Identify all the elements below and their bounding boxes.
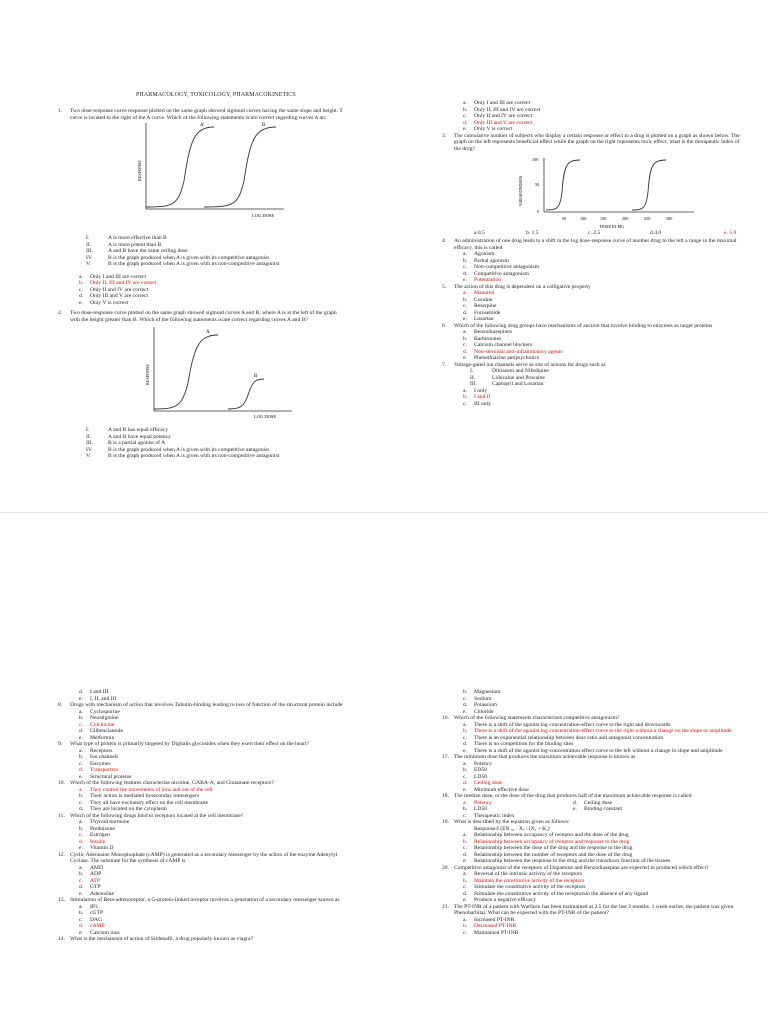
answer-option: a. Only I and III are correct bbox=[463, 100, 531, 106]
answer-option: c. Calcium channel blockers bbox=[463, 342, 533, 348]
question-21: 21. The PT-INR of a patient with Warfarin has been maintained at 2.5 for the last 3 months. 1 week earlier, the patient was given Phenobarbital. What can be expected with the PT-INR of the patient? bbox=[442, 903, 734, 916]
answer-option: d. Non-steroidal anti-inflammatory agents bbox=[463, 348, 563, 355]
y-tick: 100 bbox=[532, 157, 539, 162]
question-text: Voltage-gated ion channels serve as site of actions for drugs such as bbox=[454, 361, 606, 368]
dose-response-graph-2 bbox=[142, 323, 302, 423]
x-tick: 50 bbox=[562, 216, 567, 221]
curve-a-label: A bbox=[200, 123, 204, 128]
responders-graph bbox=[504, 152, 704, 230]
answer-option: e. Potentiation bbox=[463, 277, 502, 283]
q2-options bbox=[440, 100, 740, 133]
answer-option: b. Prednisone bbox=[79, 825, 115, 832]
statement: I. Diltiazem and Nifedipine bbox=[470, 368, 549, 374]
answer-option: d. There is no competition for the binding sites bbox=[463, 741, 574, 747]
answer-option: b. I and II bbox=[463, 394, 491, 400]
question-10: 10. Which of the following features characterize nicotine, GABA-A, and Glutamate receptors? bbox=[58, 780, 274, 786]
curve-a-label: A bbox=[206, 330, 210, 335]
y-axis-label: %RESPONDERS bbox=[518, 175, 523, 206]
answer-option: b. Their action is mediated byseconday messengers bbox=[79, 793, 200, 799]
answer-option: a. AMD bbox=[79, 864, 104, 871]
answer-option: e. Only V is correct bbox=[79, 299, 129, 306]
question-7: 7. Voltage-gated ion channels serve as site of actions for drugs such as bbox=[442, 361, 606, 368]
question-text: An administration of one drug leads to a shift in the log dose-response curve of another drug to the left a range in the maximal efficacy, this is called bbox=[454, 238, 737, 251]
question-17: 17. The minimum dose that produces the maximum achievable response is known as bbox=[442, 754, 636, 760]
question-text: Drugs with mechanism of action that involves Tubulin-binding leading to loss of function of the structural protein include bbox=[70, 702, 343, 708]
x-axis-label: DOSE IN MG bbox=[600, 224, 625, 229]
statement: I. A is more effective than B bbox=[86, 235, 167, 241]
q3-options: a.0.5 b. 1.5 c. 2.5 d.4.0 e. 5.0 bbox=[474, 230, 737, 236]
answer-option: e. Binding constant bbox=[573, 806, 623, 812]
question-18: 18. The median dose, or the dose of the drug that produces half of the maximum achievable response is called bbox=[442, 793, 692, 799]
q2-statements bbox=[56, 427, 344, 460]
question-text: What is the mechanism of action of Sildenafil, a drug popularly known as viagra? bbox=[70, 936, 253, 942]
x-tick: 250 bbox=[644, 216, 651, 221]
answer-option: d. Ceiling dose bbox=[463, 780, 503, 786]
question-5: 5. The action of this drug is dependent on a colligative property bbox=[442, 283, 591, 290]
question-6: 6. Which of the following drug groups have mechanisms of auction that involve binding to enzymes as target proteins bbox=[442, 322, 713, 329]
answer-option: b. Maintain the constitutive activity of the receptors bbox=[463, 877, 585, 884]
question-1: 1. Two dose-response curve response plotted on the same graph showed sigmoid curves having the same slope and height. T curve is located to the right of the A curve. Which of the following statements is/are correct regarding curves A an: bbox=[58, 108, 343, 121]
answer-option: d. cAMP bbox=[79, 923, 105, 929]
answer-option: b. Cocaine bbox=[463, 296, 493, 303]
answer-option: d. Transporters bbox=[79, 767, 119, 773]
answer-option: c. Non-competitive antagonism bbox=[463, 264, 540, 270]
answer-option: b. Ion channels bbox=[79, 754, 119, 760]
answer-option: e. Metformin bbox=[79, 734, 115, 741]
answer-option: e. Relationship between the response to the drug and the transducer function of the tissues bbox=[463, 858, 671, 864]
answer-option: b. Magnesium bbox=[463, 689, 501, 695]
answer-option: a. Thyroid hormone bbox=[79, 819, 130, 825]
y-axis-label: RESPONSE bbox=[145, 364, 150, 385]
question-text: Stimulation of Beta-adrenoceptor, a G-protein-linked receptor involves a generation of a secondary messenger known as bbox=[70, 897, 340, 903]
answer-option: c. Only II and IV are correct bbox=[79, 286, 149, 293]
answer-option: d. Only III and V are correct bbox=[79, 293, 149, 299]
question-text: Two dose-response curve response plotted on the same graph showed sigmoid curves having the same slope and height. T curve is located to the right of the A curve. Which of the following statements is/are correct regarding curves A an: bbox=[70, 108, 343, 121]
answer-option: d. They are located on the cytoplasm bbox=[79, 806, 167, 812]
answer-option: b. LD50 bbox=[463, 806, 488, 812]
answer-option: a. Agonism bbox=[463, 251, 495, 257]
answer-option: d. Insulin bbox=[79, 838, 106, 845]
answer-option: b. Only II, III and IV are correct bbox=[463, 106, 541, 113]
answer-option: b. Relationship between occupancy of receptor and response to the drug bbox=[463, 838, 630, 845]
question-text: The PT-INR of a patient with Warfarin has been maintained at 2.5 for the last 3 months. 1 week earlier, the patient was given Phenobarbital. What can be expected with the PT-INR of the patient? bbox=[454, 903, 734, 916]
x-axis-label: LOG DOSE bbox=[254, 414, 277, 419]
question-text: The cumulative number of subjects who display a certain response or effect to a drug is plotted on a graph as shown below. The graph on the left represents beneficial effect while the graph on the right represents toxic effect, what is the therapeutic index of the drug? bbox=[454, 132, 740, 152]
statement: IV. B is the graph produced when A is given with its competitive antagonist bbox=[86, 446, 269, 453]
question-text: Which of the following drug groups have mechanisms of auction that involve binding to enzymes as target proteins bbox=[454, 322, 713, 329]
answer-option: e. Produce a negative efficacy bbox=[463, 897, 536, 903]
x-tick: 150 bbox=[600, 216, 607, 221]
question-text: What is described by the equation given as follows: bbox=[454, 819, 570, 825]
answer-option: a. Only I and III are correct bbox=[79, 273, 147, 280]
answer-option: e. Adenosine bbox=[79, 890, 114, 897]
answer-option: a. Potency bbox=[463, 760, 493, 767]
answer-option: c. Therapeutic index bbox=[463, 812, 515, 819]
answer-option: d. Ceiling dose bbox=[573, 799, 613, 806]
answer-option: a. There is a shift of the agonist log concentration-effect curve to the right and downwards bbox=[463, 721, 671, 728]
question-2: 2. Two dose-response curve plotted on the same graph showed sigmoid curves A and B, where A is at the left of the graph with the height greater than B. Which of the following statements is/are correct regarding curves A and B? bbox=[58, 310, 337, 323]
answer-option: c. Maintained PT-INR bbox=[463, 929, 519, 936]
statement: III. B is a partial agonist of A bbox=[86, 440, 166, 446]
statement: II. A is more potent than B bbox=[86, 241, 162, 248]
answer-option: a. Cyclosporine bbox=[79, 708, 120, 715]
answer-option: c. Colchicine bbox=[79, 721, 115, 728]
answer-option: d. GTP bbox=[79, 884, 101, 890]
question-11: 11. Which of the following drugs bind to receptors located at the cell membrane? bbox=[58, 812, 244, 819]
x-tick: 100 bbox=[580, 216, 587, 221]
answer-option: c. DAG bbox=[79, 916, 103, 923]
answer-option: c. Reserpine bbox=[463, 303, 497, 309]
answer-option: a. Benzodiazepines bbox=[463, 329, 512, 335]
answer-option: a. Mannitol bbox=[463, 290, 495, 296]
answer-option: b. Decreased PT-INR bbox=[463, 923, 517, 929]
x-tick: 300 bbox=[666, 216, 673, 221]
question-text: Which of the following drugs bind to receptors located at the cell membrane? bbox=[70, 812, 244, 819]
answer-option: e. Vitamin D bbox=[79, 845, 114, 851]
question-13: 13. Stimulation of Beta-adrenoceptor, a G-protein-linked receptor involves a generation of a secondary messenger known as bbox=[58, 897, 340, 903]
left-column bbox=[56, 108, 344, 460]
answer-option: b. Only II, III and IV are correct bbox=[79, 280, 157, 286]
right-column bbox=[440, 100, 740, 407]
y-tick: 0 bbox=[537, 209, 540, 214]
question-text: The action of this drug is dependent on a colligative property bbox=[454, 283, 591, 290]
question-20: 20. Competitive antagonist of the receptors of Dopamine and Benzodiazepine are expected to produced which effect? bbox=[442, 864, 709, 871]
answer-option: c. Stimulate the constitutive activity of the receptors bbox=[463, 884, 586, 890]
right-column bbox=[440, 689, 740, 936]
x-tick: 200 bbox=[622, 216, 629, 221]
answer-option: c. There is an exponential relationship between dose ratio and antagonist concentration bbox=[463, 734, 664, 741]
answer-option: e. Phenothiazine antipsychotics bbox=[463, 355, 540, 361]
answer-option: b. cGTP bbox=[79, 910, 104, 916]
question-3: 3. The cumulative number of subjects who display a certain response or effect to a drug is plotted on a graph as shown below. The graph on the left represents beneficial effect while the graph on the right represents toxic effect, what is the therapeutic index of the drug? bbox=[442, 132, 740, 152]
q1-options bbox=[56, 274, 344, 307]
x-axis-label: LOG DOSE bbox=[252, 213, 275, 218]
answer-option: a. IP3 bbox=[79, 903, 98, 910]
question-9: 9. What type of protein is primarily targeted by Digitalis glycosides when they exert their effect on the heart? bbox=[58, 741, 309, 747]
answer-option: b. ADP bbox=[79, 871, 102, 877]
question-14: 14. What is the mechanism of action of Sildenafil, a drug popularly known as viagra? bbox=[58, 936, 253, 942]
answer-option: d. Furosemide bbox=[463, 309, 501, 316]
answer-option: c. They all have excitatory effect on the cell membrane bbox=[79, 799, 208, 806]
answer-option: c. Only II and IV are correct bbox=[463, 113, 533, 119]
question-8: 8. Drugs with mechanism of action that involves Tubulin-binding leading to loss of function of the structural protein include bbox=[58, 702, 343, 708]
question-text: Competitive antagonist of the receptors of Dopamine and Benzodiazepine are expected to produced which effect? bbox=[454, 864, 709, 871]
curve-b-label: B bbox=[254, 374, 258, 379]
answer-option: b. Barbiturates bbox=[463, 335, 502, 342]
answer-option: c. Relationship between the dose of the drug and the response to the drug bbox=[463, 845, 633, 851]
answer-option: d. I and III bbox=[79, 689, 109, 695]
question-text: Which of the following features characterize nicotine, GABA-A, and Glutamate receptors? bbox=[70, 780, 274, 786]
statement: III. A and B have the same ceiling dose bbox=[86, 248, 188, 254]
answer-option: d. Stimulate the constitutive activity of the receptorsin the absence of any ligand bbox=[463, 890, 649, 897]
answer-option: c. LD50 bbox=[463, 773, 488, 780]
statement: II. Lidocaine and Procaine bbox=[470, 374, 545, 381]
y-axis-label: RESPONSE bbox=[137, 160, 142, 181]
answer-option: d. Only III and V are correct bbox=[463, 119, 533, 126]
question-4: 4. An administration of one drug leads to a shift in the log dose-response curve of another drug to the left a range in the maximal efficacy, this is called bbox=[442, 238, 737, 251]
correct-answer: e. 5.0 bbox=[724, 230, 737, 236]
answer-option: c. ATP bbox=[79, 877, 100, 884]
page-2 bbox=[0, 512, 768, 1024]
answer-option: b. Neostigmine bbox=[79, 715, 119, 721]
answer-option: d. Glibenclamide bbox=[79, 728, 123, 734]
answer-option: b. ED50 bbox=[463, 767, 488, 773]
statement: IV. B is the graph produced when A is given with its competitive antagonist bbox=[86, 254, 269, 261]
answer-option: e. There is a shift of the agonist log-concentration effect curve to the left without a change in slope and amplitude bbox=[463, 747, 723, 754]
answer-option: e. Structural proteins bbox=[79, 773, 132, 780]
answer-option: a. Potency bbox=[463, 799, 493, 806]
answer-option: b. There is a shift of the agonist log concentration-effect curve to the right without a change on the slope or amplitude bbox=[463, 728, 732, 734]
left-column bbox=[56, 689, 356, 943]
statement: III. Captopril and Losartan bbox=[470, 381, 544, 387]
answer-option: c. III only bbox=[463, 400, 491, 407]
answer-option: e. Minimum effective dose bbox=[463, 786, 529, 793]
statement: V. B is the graph produced when A is given with its non-competitive antagonist bbox=[86, 453, 280, 459]
answer-option: b. Partial agonism bbox=[463, 257, 509, 264]
answer-option: a. They control the movements of ions and out of the cell bbox=[79, 786, 213, 793]
question-text: Two dose-response curve plotted on the same graph showed sigmoid curves A and B, where A is at the left of the graph with the height greater than B. Which of the following statements is/are correct regarding curves A and B? bbox=[70, 310, 337, 323]
answer-option: a. Relationship between occupancy of receptor and the dose of the drug bbox=[463, 832, 629, 838]
answer-option: d. Competitive antagonism bbox=[463, 270, 529, 277]
answer-option: a. Increased PT-INR bbox=[463, 916, 515, 923]
answer-option: e. Calcium ions bbox=[79, 929, 120, 936]
question-text: The median dose, or the dose of the drug that produces half of the maximum achievable response is called bbox=[454, 793, 692, 799]
answer-option: e. Only V is correct bbox=[463, 126, 513, 132]
question-text: The minimum dose that produces the maximum achievable response is known as bbox=[454, 754, 636, 760]
answer-option: e. I, II, and III bbox=[79, 695, 117, 702]
y-tick: 50 bbox=[535, 182, 540, 187]
q1-statements bbox=[56, 235, 344, 268]
curve-b-label: B bbox=[262, 123, 266, 128]
answer-option: d. Potassium bbox=[463, 702, 498, 708]
page-title: PHARMACOLOGY, TOXICOLOGY, PHARMACOKINETICS bbox=[136, 92, 296, 98]
answer-option: e. Chloride bbox=[463, 708, 494, 715]
question-12: 12. Cyclic Adenosine Monophophate (cAMP) is generated as a secondary messenger by the action of the enzyme Adenylyl Cyclase. The substrate for the synthesis of cAMP is bbox=[58, 851, 338, 864]
question-19: 19. What is described by the equation given as follows: bbox=[442, 819, 570, 825]
statement: I. A and B has equal efficacy bbox=[86, 427, 169, 433]
question-16: 16. Which of the following statements characterizes competitive antagonism? bbox=[442, 715, 620, 721]
answer-option: e. Losartan bbox=[463, 316, 494, 322]
answer-option: c. Enzymes bbox=[79, 760, 111, 767]
answer-option: c. Sodium bbox=[463, 695, 492, 702]
statement: V. B is the graph produced when A is given with its non-competitive antagonist bbox=[86, 261, 280, 267]
answer-option: a. Receptors bbox=[79, 747, 113, 754]
question-text: Cyclic Adenosine Monophophate (cAMP) is generated as a secondary messenger by the action of the enzyme Adenylyl Cyclase. The substrate for the synthesis of cAMP is bbox=[70, 851, 338, 864]
dose-response-graph-1 bbox=[134, 121, 294, 221]
question-text: Which of the following statements characterizes competitive antagonism? bbox=[454, 715, 620, 721]
statement: II. A and B have equal potency bbox=[86, 433, 171, 440]
answer-option: d. Relationship between the number of receptors and the dose of the drug bbox=[463, 851, 633, 858]
answer-option: a. I only bbox=[463, 387, 488, 394]
question-text: What type of protein is primarily targeted by Digitalis glycosides when they exert their effect on the heart? bbox=[70, 741, 309, 747]
answer-option: c. Estrogen bbox=[79, 832, 110, 838]
equation: Response:f (EN ₓₓ · Xₐ / (Xₐ + Kₐ) bbox=[474, 825, 550, 832]
answer-option: a. Reversal of the intrinsic activity of the receptors bbox=[463, 871, 582, 877]
